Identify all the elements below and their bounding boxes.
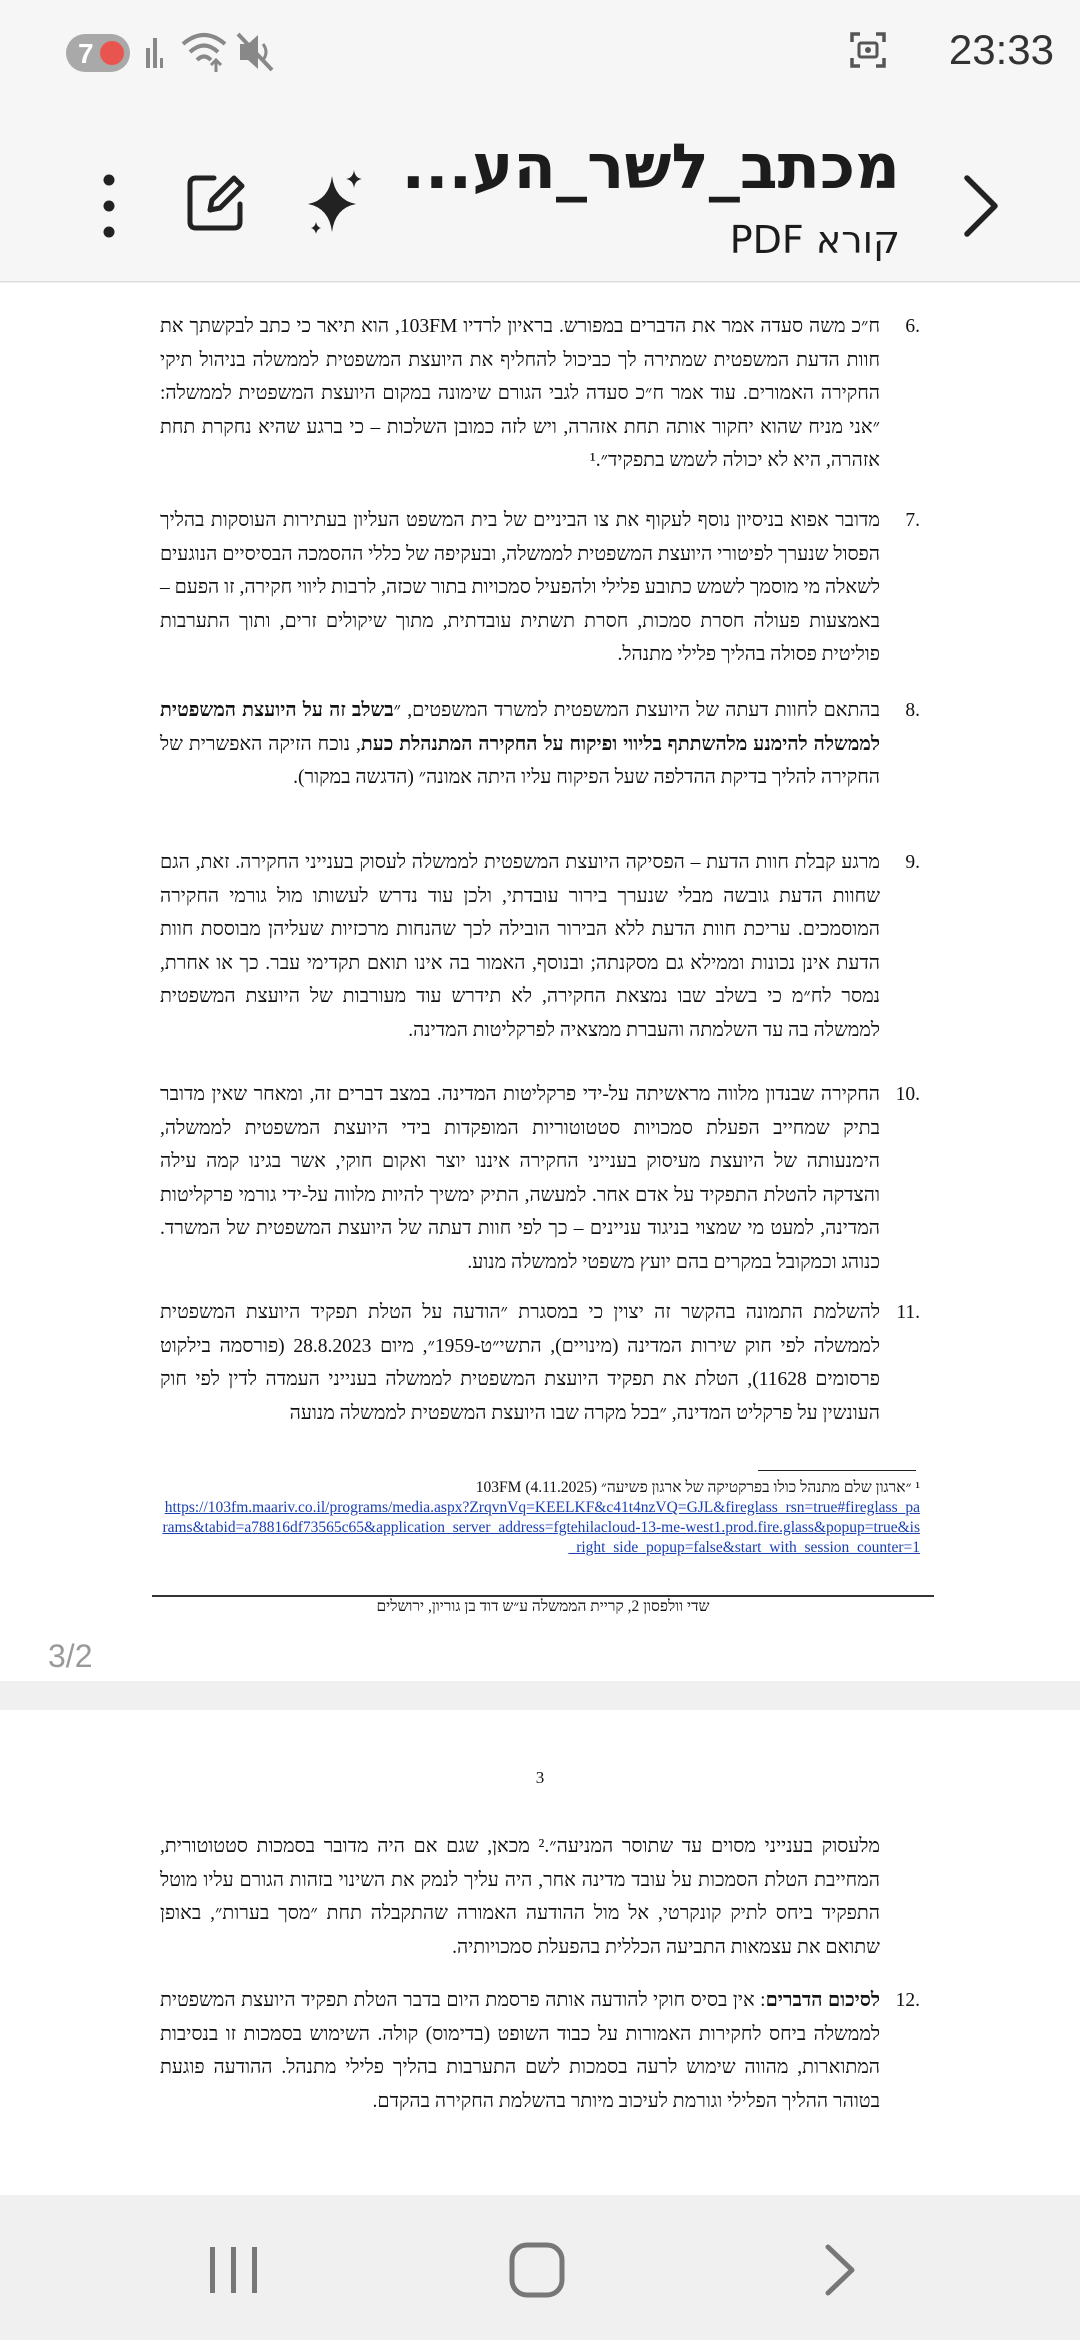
home-icon[interactable] <box>506 2239 568 2301</box>
paragraph-8 <box>160 694 920 795</box>
wifi-icon <box>180 30 230 74</box>
paragraph-text: מלעסוק בענייני מסוים עד שתוסר המניעה״.² מכאן, שגם אם היה מדובר בסמכות סטטוטורית, המחייבת הטלת הסמכות על עובד מדינה אחר, היה עליך לנמק את השינוי בזהות הגורם עליו מוטל התפקיד ביחס לתיק קונקרטי, אל מול ההודעה האמורה שהתקבלה תחת ״מסך בערות״, באופן שתואם את עצמאות התביעה הכללית בהפעלת סמכויותיה. <box>160 1836 880 1958</box>
clock: 23:33 <box>948 26 1054 73</box>
more-vert-icon[interactable] <box>84 170 134 242</box>
page-number: 3 <box>535 1768 545 1787</box>
footnote-text: ¹ ״ארגון שלם מתנהל כולו בפרקטיקה של ארגון פשיעה״ 103FM (4.11.2025) <box>475 1479 920 1496</box>
paragraph-number: .9 <box>905 852 920 873</box>
paragraph-text: : אין בסיס חוקי להודעה אותה פרסמת היום בדבר הטלת תפקיד היועצת המשפטית לממשלה ביחס לחקירות האמורות על כבוד השופט (בדימוס) קולה. השימוש בסמכות זו בנסיבות המתוארות, מהווה שימוש לרעה בסמכות לשם התערבות בהליך פלילי מתנהל. ההודעה פוגעת בטוהר ההליך הפלילי וגורמת לעיכוב מיותר בהשלמת החקירה בהקדם. <box>160 1990 880 2112</box>
footnote-1 <box>160 1478 920 1558</box>
footer-divider <box>152 1595 934 1597</box>
app-subtitle: קורא PDF <box>729 218 900 262</box>
paragraph-text: ח״כ משה סעדה אמר את הדברים במפורש. בראיון לרדיו 103FM, הוא תיאר כי כתב לבקשתך את חוות הדעת המשפטית שמתירה לך כביכול להחליף את היועצת המשפטית לממשלה בניהול תיקי החקירה האמורים. עוד אמר ח״כ סעדה לגבי הגורם שימונה במקום היועצת המשפטית לממשלה: ״אני מניח שהוא יחקור אותה תחת אזהרה, ויש לזה כמובן השלכות – כי ברגע שהיא נחקרת תחת אזהרה, היא לא יכולה לשמש בתפקיד״.¹ <box>160 316 880 471</box>
page-indicator: 3/2 <box>48 1638 93 1674</box>
app-bar <box>0 110 1080 282</box>
signal-icon <box>146 30 168 70</box>
recent-apps-icon[interactable] <box>204 2241 264 2299</box>
mute-icon <box>236 30 276 74</box>
paragraph-text: החקירה שבנדון מלווה מראשיתה על-ידי פרקליטות המדינה. במצב דברים זה, ומאחר שאין מדובר בתיק שמחייב הפעלת סמכויות סטטוטוריות המופקדות בידי היועצת המשפטית לממשלה, הימנעותה של היועצת מעיסוק בענייני החקירה איננו יוצר ואקום חוקי, אשר בגינו קמה עילה והצדקה להטלת התפקיד על אדם אחר. למעשה, התיק ימשיך להיות מלווה על-ידי גורמי פרקליטות המדינה, למעט מי שמצוי בניגוד עניינים – כך לפי חוות דעתה של היועצת המשפטית של המשרד. כנוהג וכמקובל במקרים בהם יועץ משפטי לממשלה מנוע. <box>160 1084 880 1273</box>
paragraph-continued <box>160 1830 920 1964</box>
paragraph-number: .10 <box>895 1084 920 1105</box>
paragraph-6 <box>160 310 920 478</box>
paragraph-number: .12 <box>895 1990 920 2011</box>
paragraph-11 <box>160 1296 920 1430</box>
paragraph-number: .8 <box>905 700 920 721</box>
paragraph-number: .6 <box>905 316 920 337</box>
notification-dot-icon <box>100 41 124 65</box>
paragraph-10 <box>160 1078 920 1279</box>
emphasized-text: בשלב זה על היועצת המשפטית לממשלה להימנע מלהשתתף בליווי ופיקוח על החקירה המתנהלת כעת <box>160 700 880 755</box>
paragraph-7 <box>160 504 920 672</box>
paragraph-text: להשלמת התמונה בהקשר זה יצוין כי במסגרת ״הודעה על הטלת תפקיד היועצת המשפטית לממשלה לפי חוק שירות המדינה (מינויים), התשי״ט-1959״, מיום 28.8.2023 (פורסמה בילקוט פרסומים 11628), הטלת את תפקיד היועצת המשפטית לממשלה בענייני העמדה לדין לפי חוק העונשין על פרקליט המדינה, ״בכל מקרה שבו היועצת המשפטית לממשלה מנועה <box>160 1302 881 1424</box>
paragraph-number: .7 <box>905 510 920 531</box>
back-icon[interactable] <box>814 2241 864 2299</box>
document-title: מכתב_לשר_הע... <box>401 130 900 203</box>
back-arrow-icon[interactable] <box>955 170 1005 242</box>
footer-address: שדי וולפסון 2, קריית הממשלה ע״ש דוד בן גוריון, ירושלים <box>376 1598 710 1615</box>
edit-icon[interactable] <box>184 170 248 234</box>
status-bar <box>0 0 1080 110</box>
screenshot-icon <box>848 30 888 70</box>
paragraph-text: מרגע קבלת חוות הדעת – הפסיקה היועצת המשפטית לממשלה לעסוק בענייני החקירה. זאת, הגם שחוות הדעת גובשה מבלי שנערך בירור עובדתי, ולכן עוד נדרש לעשותו מול גורמי החקירה המוסמכים. עריכת חוות הדעת ללא הבירור הובילה לכך שהנחות מרכזיות שעליהן מבוססת חוות הדעת אינן נכונות וממילא גם מסקנתה; ובנוסף, האמור בה אינו תואם תקדימי עבר. כך או אחרת, נמסר לח״מ כי בשלב שבו נמצאת החקירה, לא תידרש עוד מעורבות של היועצת המשפטית לממשלה בה עד השלמתה והעברת ממצאיה לפרקליטות המדינה. <box>160 852 880 1041</box>
paragraph-text: מדובר אפוא בניסיון נוסף לעקוף את צו הביניים של בית המשפט העליון בעתירות העוסקות בהליך הפסול שנערך לפיטורי היועצת המשפטית לממשלה, ובעקיפה של כללי ההסמכה הבסיסיים הנוגעים לשאלה מי מוסמך לשמש כתובע פלילי ולהפעיל סמכויות בתור שכזה, לרבות ליווי חקירה, זו הפעם – באמצעות פעולה חסרת סמכות, חסרת תשתית עובדתית, מתוך שיקולים זרים, ותוך התערבות פוליטית פסולה בהליך פלילי מתנהל. <box>160 510 880 665</box>
notification-pill <box>66 34 130 72</box>
paragraph-text: בהתאם לחוות דעתה של היועצת המשפטית למשרד המשפטים, ״ <box>393 700 880 721</box>
footnote-link[interactable]: https://103fm.maariv.co.il/programs/media.aspx?ZrqvnVq=KEELKF&c41t4nzVQ=GJL&fireglass_rsn=true#fireglass_params&tabid=a78816df73565c65&application_server_address=fgtehilacloud-13-me-west1.prod.fire.glass&popup=true&is_right_side_popup=false&start_with_session_counter=1 <box>162 1499 920 1556</box>
sparkle-ai-icon[interactable] <box>304 166 368 238</box>
paragraph-9 <box>160 846 920 1047</box>
footnote-divider <box>758 1470 916 1471</box>
notification-count: 7 <box>78 38 94 69</box>
paragraph-number: .11 <box>896 1302 920 1323</box>
paragraph-12 <box>160 1984 920 2118</box>
navigation-bar <box>0 2195 1080 2340</box>
paragraph-text: , נוכח הזיקה האפשרית של החקירה להליך בדיקת ההדלפה שעל הפיקוח עליו היתה אמונה״ (הדגשה במקור). <box>160 733 880 788</box>
emphasized-text: לסיכום הדברים <box>765 1990 880 2011</box>
